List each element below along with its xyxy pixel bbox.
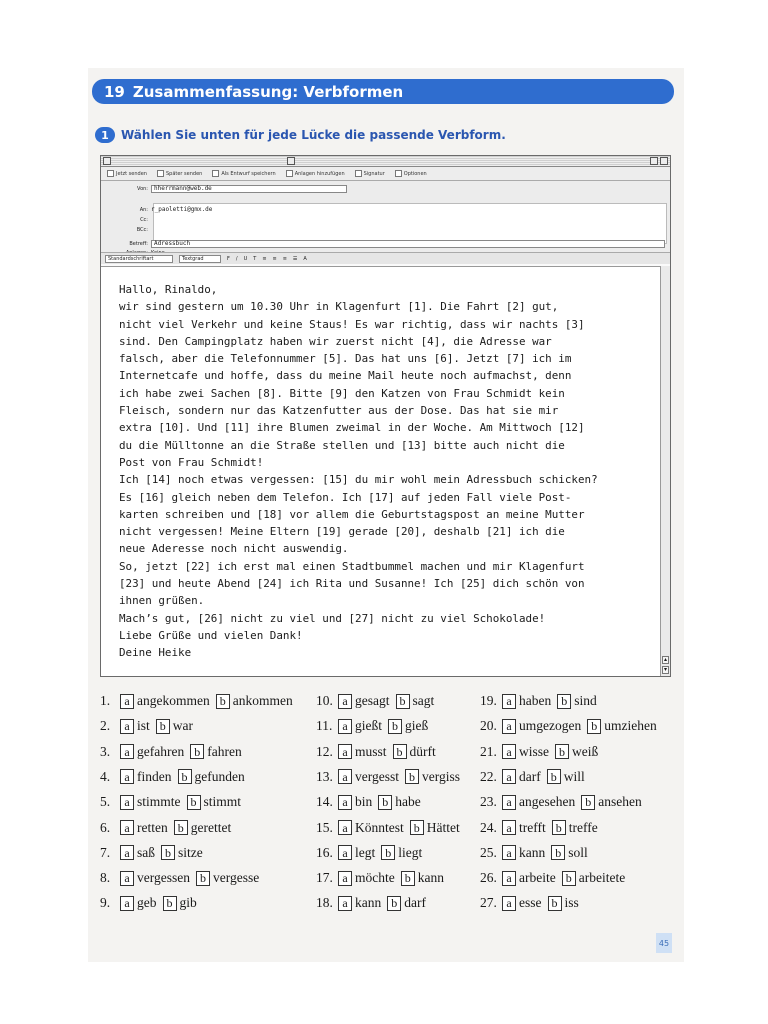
scroll-down-icon[interactable]: ▾ [663,666,667,673]
option-b-box[interactable]: b [393,744,407,759]
option-b-text: dürft [409,743,436,759]
option-b-text: habe [395,794,421,810]
chapter-number: 19 [104,82,125,101]
subject-label: Betreff: [129,240,148,247]
option-b-box[interactable]: b [163,896,177,911]
option-number: 6. [100,819,111,835]
send-now-label: Jetzt senden [116,170,147,177]
option-a-box[interactable]: a [502,769,516,784]
option-a-text: gefahren [137,743,185,759]
option-b-box[interactable]: b [562,871,576,886]
option-number: 9. [100,895,111,911]
answer-option [100,717,199,735]
option-a-text: bin [355,794,373,810]
recipient-area[interactable] [153,203,667,244]
option-a-text: retten [137,819,168,835]
option-a-box[interactable]: a [338,795,352,810]
option-number: 23. [480,794,497,810]
option-b-text: sind [574,693,597,708]
send-icon [107,170,114,177]
option-a-box[interactable]: a [120,694,134,709]
mail-titlebar [101,156,670,167]
option-a-box[interactable]: a [502,820,516,835]
answer-option [480,717,663,735]
mail-body-line: Internetcafe und hoffe, dass du meine Mail heute noch aufmachst, denn [119,369,572,383]
chapter-title: Zusammenfassung: Verbformen [132,82,404,101]
option-number: 11. [316,718,333,734]
option-a-box[interactable]: a [338,845,352,860]
option-b-box[interactable]: b [388,719,402,734]
option-b-text: sagt [412,693,435,708]
option-a-box[interactable]: a [502,744,516,759]
option-b-box[interactable]: b [178,769,192,784]
option-b-text: arbeitete [578,870,626,886]
answer-option [100,894,203,912]
option-a-text: geb [137,895,157,911]
option-b-box[interactable]: b [551,845,565,860]
option-b-box[interactable]: b [378,795,392,810]
bold-button[interactable]: F [227,255,230,262]
mail-body-line: neue Aderesse noch nicht auswendig. [119,542,349,556]
mail-body-line: karten schreiben und [18] vor allem die Geburtstagspost an meine Mutter [119,507,585,521]
option-b-box[interactable]: b [552,820,566,835]
option-a-text: möchte [355,870,395,886]
to-row [101,205,212,214]
underline-button[interactable]: U [243,255,248,262]
option-number: 16. [316,844,333,860]
align-left-icon[interactable]: ≡ [262,255,267,262]
option-a-box[interactable]: a [120,896,134,911]
save-draft-button[interactable] [212,170,275,177]
option-b-box[interactable]: b [557,694,571,709]
option-a-box[interactable]: a [502,896,516,911]
option-number: 13. [316,768,333,784]
answer-option [480,819,604,837]
option-b-box[interactable]: b [196,871,210,886]
option-a-box[interactable]: a [502,845,516,860]
mail-body[interactable] [101,266,661,676]
to-label: An: [139,206,148,213]
from-select[interactable]: hherrmann@web.de [151,185,347,193]
mail-body-line: extra [10]. Und [11] ihre Blumen zweimal in der Woche. Am Mittwoch [12] [119,421,585,435]
option-a-text: Könntest [355,819,404,835]
option-a-box[interactable]: a [120,744,134,759]
mail-body-line: So, jetzt [22] ich erst mal einen Stadtbummel machen und mir Klagenfurt [119,559,585,573]
mail-body-line: Es [16] gleich neben dem Telefon. Ich [17] auf jeden Fall viele Post- [119,490,572,504]
exercise-instruction [95,127,506,143]
option-b-box[interactable]: b [396,694,410,709]
option-b-box[interactable]: b [405,769,419,784]
answer-option [100,793,247,811]
answer-option [316,844,428,862]
mail-body-line: Fleisch, sondern nur das Katzenfutter aus der Dose. Das hat sie mir [119,404,559,418]
option-b-text: fahren [207,743,242,759]
cc-label: Cc: [140,216,148,223]
option-a-box[interactable]: a [120,845,134,860]
answer-option [100,869,265,887]
option-number: 15. [316,819,333,835]
option-b-box[interactable]: b [216,694,230,709]
option-number: 3. [100,743,111,759]
option-b-box[interactable]: b [156,719,170,734]
option-b-text: vergesse [213,870,260,886]
attach-button[interactable] [286,170,345,177]
mail-body-line: Mach’s gut, [26] nicht zu viel und [27] nicht zu viel Schokolade! [119,611,546,625]
options-icon [395,170,402,177]
zoom-icon[interactable] [650,157,658,165]
option-b-box[interactable]: b [581,795,595,810]
close-icon[interactable] [103,157,111,165]
option-a-box[interactable]: a [502,795,516,810]
answer-option [100,768,251,786]
option-b-text: gefunden [194,768,245,784]
option-number: 26. [480,870,497,886]
option-b-text: iss [564,895,579,911]
answer-option [480,894,585,912]
option-b-text: treffe [568,819,598,835]
option-b-text: umziehen [604,718,657,734]
send-now-button[interactable] [107,170,147,177]
option-a-text: arbeite [519,870,556,886]
option-number: 18. [316,895,333,911]
save-draft-label: Als Entwurf speichern [221,170,276,177]
chapter-banner [92,79,674,104]
mail-body-line: Liebe Grüße und vielen Dank! [119,628,303,642]
option-number: 4. [100,768,111,784]
option-a-text: saß [137,844,155,860]
bcc-row [101,225,151,234]
option-b-box[interactable]: b [187,795,201,810]
font-select[interactable]: Standardschriftart [105,255,173,263]
align-right-icon[interactable]: ≡ [282,255,287,262]
option-number: 8. [100,870,111,886]
answer-option [316,819,466,837]
align-center-icon[interactable]: ≡ [272,255,277,262]
option-a-box[interactable]: a [502,719,516,734]
answer-option [100,844,209,862]
option-a-box[interactable]: a [120,769,134,784]
option-b-text: liegt [398,844,423,860]
option-a-text: kann [355,895,382,911]
option-number: 17. [316,870,333,886]
answer-option [480,869,631,887]
mail-headers [101,181,670,264]
answer-option [316,743,442,761]
option-b-box[interactable]: b [174,820,188,835]
subject-field[interactable]: Adressbuch [151,240,665,248]
option-a-box[interactable]: a [120,795,134,810]
pen-icon [355,170,362,177]
option-a-text: angesehen [519,794,576,810]
option-a-box[interactable]: a [120,719,134,734]
scrollbar[interactable] [660,266,670,676]
answer-option [480,793,648,811]
option-number: 25. [480,844,497,860]
collapse-icon[interactable] [660,157,668,165]
page-number: 45 [656,933,672,953]
from-row [101,184,347,193]
mail-body-line: nicht viel Verkehr und keine Staus! Es war richtig, dass wir nachts [3] [119,317,585,331]
option-a-text: gießt [355,718,382,734]
answer-option [316,692,440,710]
option-a-box[interactable]: a [338,719,352,734]
italic-button[interactable]: / [235,255,238,262]
exercise-number: 1 [95,127,115,143]
mail-body-line: du die Mülltonne an die Straße stellen und [13] bitte auch nicht die [119,438,565,452]
to-field[interactable]: r_paoletti@gmx.de [151,206,213,213]
option-b-text: gieß [405,718,429,734]
answer-option [100,743,248,761]
paperclip-icon [286,170,293,177]
option-a-text: vergesst [355,768,399,784]
signature-label: Signatur [363,170,385,177]
option-a-text: trefft [519,819,546,835]
send-later-button[interactable] [157,170,202,177]
option-b-box[interactable]: b [190,744,204,759]
subject-row [101,239,665,248]
option-a-text: esse [519,895,542,911]
format-bar [101,252,670,264]
mail-body-line: Post von Frau Schmidt! [119,455,264,469]
option-b-box[interactable]: b [401,871,415,886]
bcc-label: BCc: [136,226,148,233]
mail-body-line: nicht vergessen! Meine Eltern [19] gerade [20], deshalb [21] ich die [119,525,565,539]
clock-icon [157,170,164,177]
answer-option [480,768,591,786]
answer-option [480,844,594,862]
mail-body-line: Hallo, Rinaldo, [119,283,218,296]
option-b-box[interactable]: b [387,896,401,911]
answer-option [316,768,466,786]
title-icon [287,157,295,165]
option-b-box[interactable]: b [381,845,395,860]
option-b-text: vergiss [422,768,461,784]
option-a-text: wisse [519,743,549,759]
option-a-box[interactable]: a [338,694,352,709]
send-later-label: Später senden [165,170,203,177]
exercise-text: Wählen Sie unten für jede Lücke die passende Verbform. [121,128,506,142]
option-number: 19. [480,693,497,708]
list-icon[interactable]: ☰ [292,255,298,262]
option-a-text: legt [355,844,376,860]
option-b-text: ansehen [598,794,642,810]
mail-body-line: falsch, aber die Telefonnummer [5]. Das hat uns [6]. Jetzt [7] ich im [119,352,572,366]
text-color-icon[interactable]: A [303,255,307,262]
option-number: 27. [480,895,497,911]
mail-body-line: wir sind gestern um 10.30 Uhr in Klagenfurt [1]. Die Fahrt [2] gut, [119,300,559,314]
option-number: 10. [316,693,333,708]
answer-option [316,793,427,811]
option-number: 2. [100,718,111,734]
option-a-text: umgezogen [519,718,582,734]
option-number: 21. [480,743,497,759]
answer-option [316,869,450,887]
option-b-box[interactable]: b [161,845,175,860]
mail-body-line: [23] und heute Abend [24] ich Rita und Susanne! Ich [25] dich schön von [119,577,585,591]
option-a-text: darf [519,768,541,784]
option-b-text: ankommen [232,693,293,708]
from-label: Von: [137,185,148,192]
option-a-box[interactable]: a [338,871,352,886]
option-b-text: Hättet [426,819,460,835]
mail-body-line: sind. Den Campingplatz haben wir zuerst nicht [4], die Adresse war [119,334,552,348]
answer-option [100,692,299,710]
option-number: 22. [480,768,497,784]
cc-row [101,215,151,224]
option-a-box[interactable]: a [502,694,516,709]
mail-toolbar [101,167,670,181]
option-number: 12. [316,743,333,759]
option-b-text: soll [568,844,588,860]
text-style-button[interactable]: T [253,255,257,262]
option-b-text: gerettet [190,819,232,835]
option-a-box[interactable]: a [120,871,134,886]
option-a-text: kann [519,844,546,860]
option-number: 1. [100,693,111,708]
option-a-text: finden [137,768,172,784]
option-a-text: vergessen [137,870,190,886]
signature-button[interactable] [355,170,385,177]
option-b-text: stimmt [203,794,242,810]
option-a-box[interactable]: a [120,820,134,835]
answer-option [480,743,604,761]
save-icon [212,170,219,177]
options-label: Optionen [403,170,427,177]
option-b-text: darf [404,895,426,911]
option-number: 5. [100,794,111,810]
option-b-box[interactable]: b [548,896,562,911]
option-b-box[interactable]: b [555,744,569,759]
option-a-text: angekommen [137,693,210,708]
option-number: 24. [480,819,497,835]
mail-body-line: Ich [14] noch etwas vergessen: [15] du mir wohl mein Adressbuch schicken? [119,473,598,487]
mail-window [100,155,671,677]
size-select[interactable]: Textgrad [179,255,221,263]
option-a-box[interactable]: a [338,896,352,911]
answer-option [100,819,237,837]
option-a-text: haben [519,693,552,708]
option-b-text: will [563,768,585,784]
option-a-text: stimmte [137,794,181,810]
answer-option [480,692,603,710]
mail-body-line: ich habe zwei Sachen [8]. Bitte [9] den Katzen von Frau Schmidt kein [119,386,565,400]
answer-option [316,894,432,912]
option-a-text: gesagt [355,693,390,708]
attach-label: Anlagen hinzufügen [294,170,345,177]
option-b-box[interactable]: b [587,719,601,734]
options-button[interactable] [395,170,427,177]
option-a-box[interactable]: a [338,820,352,835]
option-a-text: ist [137,718,150,734]
mail-body-line: ihnen grüßen. [119,594,205,608]
answer-option [316,717,434,735]
option-b-text: war [172,718,194,734]
option-number: 20. [480,718,497,734]
option-b-text: weiß [572,743,599,759]
option-number: 7. [100,844,111,860]
option-b-text: sitze [178,844,203,860]
option-b-box[interactable]: b [410,820,424,835]
option-a-text: musst [355,743,387,759]
scroll-up-icon[interactable]: ▴ [663,656,667,663]
option-b-box[interactable]: b [547,769,561,784]
option-b-text: gib [179,895,197,911]
option-b-text: kann [417,870,444,886]
option-a-box[interactable]: a [338,769,352,784]
option-a-box[interactable]: a [338,744,352,759]
option-number: 14. [316,794,333,810]
mail-body-line: Deine Heike [119,646,192,660]
option-a-box[interactable]: a [502,871,516,886]
